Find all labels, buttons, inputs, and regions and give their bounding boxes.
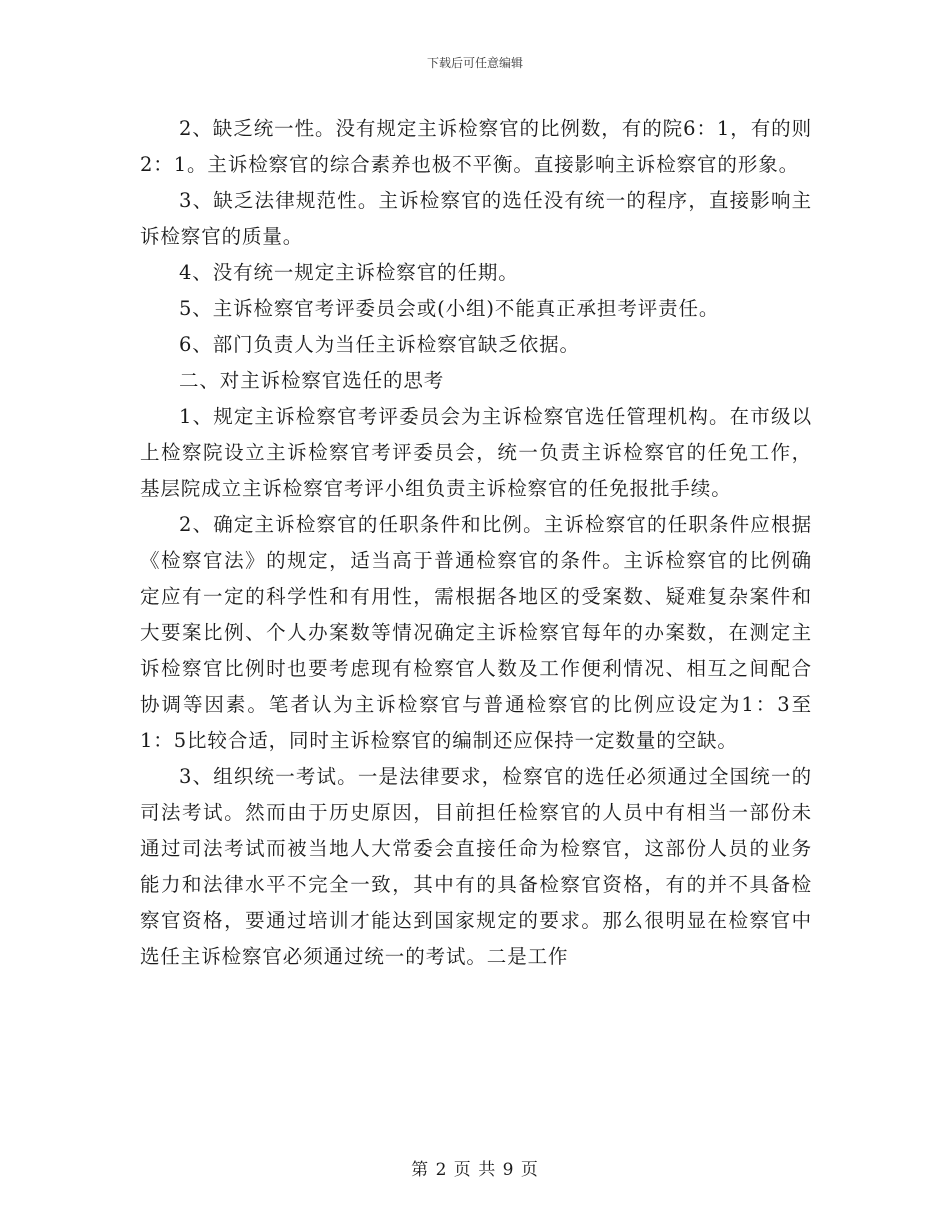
page-header: 下载后可任意编辑 bbox=[426, 56, 523, 70]
paragraph: 3、组织统一考试。一是法律要求，检察官的选任必须通过全国统一的司法考试。然而由于历史原因，目前担任检察官的人员中有相当一部份未通过司法考试而被当地人大常委会直接任命为检察官，这部份人员的业务能力和法律水平不完全一致，其中有的具备检察官资格，有的并不具备检察官资格，要通过培训才能达到国家规定的要求。那么很明显在检察官中选任主诉检察官必须通过统一的考试。二是工作 bbox=[140, 765, 812, 968]
paragraph: 1、规定主诉检察官考评委员会为主诉检察官选任管理机构。在市级以上检察院设立主诉检察官考评委员会，统一负责主诉检察官的任免工作，基层院成立主诉检察官考评小组负责主诉检察官的任免报批手续。 bbox=[140, 405, 812, 500]
page-number: 第 2 页 共 9 页 bbox=[411, 1160, 539, 1180]
document-body bbox=[140, 111, 812, 975]
section-heading: 二、对主诉检察官选任的思考 bbox=[179, 369, 445, 392]
paragraph: 5、主诉检察官考评委员会或(小组)不能真正承担考评责任。 bbox=[179, 297, 720, 320]
paragraph: 6、部门负责人为当任主诉检察官缺乏依据。 bbox=[179, 333, 580, 356]
paragraph: 3、缺乏法律规范性。主诉检察官的选任没有统一的程序，直接影响主诉检察官的质量。 bbox=[140, 189, 812, 248]
paragraph: 4、没有统一规定主诉检察官的任期。 bbox=[179, 261, 519, 284]
paragraph: 2、确定主诉检察官的任职条件和比例。主诉检察官的任职条件应根据《检察官法》的规定，适当高于普通检察官的条件。主诉检察官的比例确定应有一定的科学性和有用性，需根据各地区的受案数、疑难复杂案件和大要案比例、个人办案数等情况确定主诉检察官每年的办案数，在测定主诉检察官比例时也要考虑现有检察官人数及工作便利情况、相互之间配合协调等因素。笔者认为主诉检察官与普通检察官的比例应设定为1：3至1：5比较合适，同时主诉检察官的编制还应保持一定数量的空缺。 bbox=[140, 513, 812, 752]
paragraph: 2、缺乏统一性。没有规定主诉检察官的比例数，有的院6：1，有的则2：1。主诉检察官的综合素养也极不平衡。直接影响主诉检察官的形象。 bbox=[140, 117, 812, 176]
